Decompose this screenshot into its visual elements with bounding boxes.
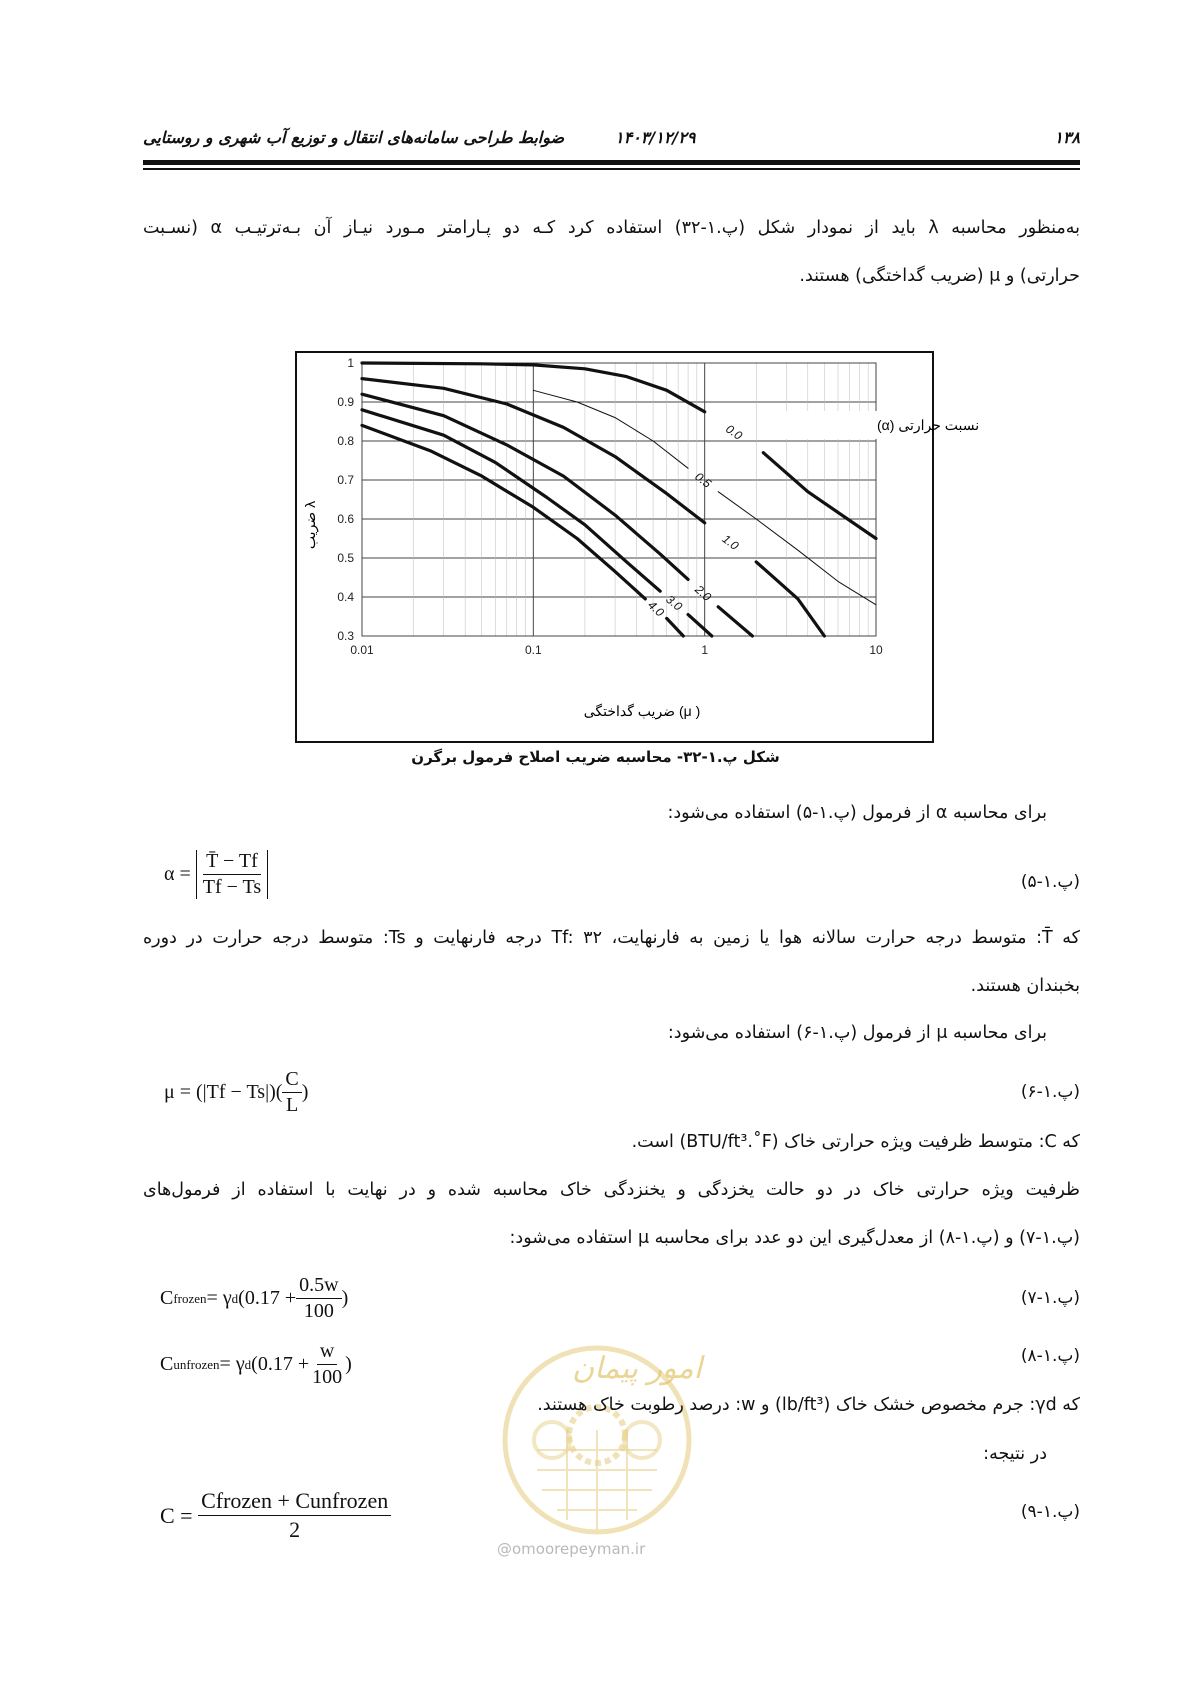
equation-6: [164, 1068, 308, 1117]
eq7-mid-sub: d: [231, 1290, 239, 1306]
eq5-numerator: T̄ − Tf: [203, 850, 261, 875]
eq5-denominator: Tf − Ts: [202, 876, 262, 898]
eq6-lhs: μ = (|Tf − Ts|)(: [164, 1081, 283, 1103]
curve-label-2.0: 2.0: [692, 582, 715, 604]
figure-caption: شکل پ.۱-۳۲- محاسبه ضریب اصلاح فرمول برگرن: [411, 748, 780, 766]
curve-alpha-2.0: [362, 394, 688, 579]
eq6-tail: ): [301, 1081, 309, 1103]
eq7-numerator: 0.5w: [296, 1274, 341, 1299]
eq9-denominator: 2: [289, 1517, 301, 1542]
eq7-number: (پ.۱-۷): [1020, 1288, 1080, 1308]
x-tick-label: 0.1: [524, 643, 542, 657]
watermark-brand: امور پیمان: [572, 1351, 702, 1386]
plot-border: [362, 363, 876, 636]
intro-line-1: به‌منظور محاسبه λ باید از نمودار شکل (پ.۱-۳۲) استفاده کرد کـه دو پـارامتر مـورد نیـاز آن بـه‌ترتیـب α (نسـبت: [143, 218, 1080, 238]
c-paragraph-1: ظرفیت ویژه حرارتی خاک در دو حالت یخزدگی و یخنزدگی خاک محاسبه شده و در نهایت با استفاده از فرمول‌های: [143, 1180, 1080, 1200]
legend-backdrop: [767, 411, 882, 439]
eq5-lhs: α =: [164, 863, 191, 885]
y-tick-label: 0.5: [337, 551, 354, 565]
header-title: ضوابط طراحی سامانه‌های انتقال و توزیع آب شهری و روستایی: [143, 128, 565, 147]
curve-label-4.0: 4.0: [645, 597, 667, 620]
eq6-numerator: C: [282, 1068, 301, 1093]
x-tick-label: 0.01: [350, 643, 374, 657]
eq6-denominator: L: [285, 1094, 299, 1116]
figure-frame: [295, 351, 980, 743]
x-axis-label: ( μ) ضریب گداختگی: [583, 703, 701, 719]
y-tick-label: 0.7: [337, 473, 354, 487]
header-rule-thin: [143, 168, 1080, 170]
y-axis-label: λ ضریب: [302, 500, 318, 550]
equation-5: [164, 850, 268, 899]
c-definition: که C: متوسط ظرفیت ویژه حرارتی خاک (BTU/ft³.˚F) است.: [631, 1132, 1080, 1152]
equation-9: [160, 1488, 391, 1543]
alpha-definition-2: بخبندان هستند.: [970, 976, 1080, 996]
eq7-denominator: 100: [303, 1300, 334, 1322]
legend-title: نسبت حرارتی (α): [877, 417, 980, 433]
eq8-number: (پ.۱-۸): [1020, 1346, 1080, 1366]
eq8-denominator: 100: [312, 1366, 343, 1388]
eq7-open: (0.17 +: [238, 1287, 297, 1309]
watermark-site: @omoorepeyman.ir: [497, 1540, 646, 1558]
eq7-mid: = γ: [206, 1287, 232, 1309]
eq8-mid: = γ: [219, 1353, 245, 1375]
y-tick-labels: [337, 356, 354, 643]
mu-intro: برای محاسبه μ از فرمول (پ.۱-۶) استفاده می‌شود:: [667, 1023, 1047, 1043]
equation-8: [160, 1340, 352, 1389]
curve-alpha-1.0-tail: [756, 562, 824, 636]
eq9-numerator: Cfrozen + Cunfrozen: [198, 1488, 391, 1516]
y-tick-label: 0.8: [337, 434, 354, 448]
curve-alpha-3.0: [362, 410, 660, 591]
eq8-lhs: C: [160, 1353, 174, 1375]
eq9-lhs: C =: [160, 1502, 193, 1528]
page-number: ۱۳۸: [1054, 128, 1080, 147]
eq7-lhs: C: [160, 1287, 174, 1309]
eq6-number: (پ.۱-۶): [1020, 1082, 1080, 1102]
header-date: ۱۴۰۳/۱۲/۲۹: [615, 128, 696, 147]
y-tick-label: 1: [347, 356, 354, 370]
y-tick-label: 0.4: [337, 590, 354, 604]
chart-curves: [362, 363, 876, 636]
eq5-abs: [196, 850, 268, 899]
result-label: در نتیجه:: [983, 1444, 1047, 1464]
eq9-number: (پ.۱-۹): [1020, 1502, 1080, 1522]
eq8-open: (0.17 +: [251, 1353, 310, 1375]
eq7-tail: ): [341, 1287, 349, 1309]
intro-line-2: حرارتی) و μ (ضریب گداختگی) هستند.: [799, 266, 1080, 286]
curve-alpha-2.0-tail: [718, 607, 752, 636]
eq8-lhs-sub: unfrozen: [173, 1356, 220, 1372]
eq7-lhs-sub: frozen: [173, 1290, 207, 1306]
curve-alpha-3.0-tail: [688, 615, 712, 636]
gamma-definition: که γd: جرم مخصوص خشک خاک (lb/ft³) و w: درصد رطوبت خاک هستند.: [537, 1395, 1080, 1415]
eq5-number: (پ.۱-۵): [1020, 872, 1080, 892]
curve-label-3.0: 3.0: [663, 592, 686, 614]
curve-label-1.0: 1.0: [719, 531, 742, 553]
chart-grid: [362, 363, 876, 636]
x-tick-labels: [350, 643, 883, 657]
curve-alpha-0.0-tail: [763, 453, 876, 539]
watermark-logo: [487, 1330, 707, 1540]
curve-alpha-4.0-tail: [667, 618, 684, 636]
y-tick-label: 0.3: [337, 629, 354, 643]
alpha-definition-1: که T̄: متوسط درجه حرارت سالانه هوا یا زمین به فارنهایت، Tf: ۳۲ درجه فارنهایت و Ts: متوسط درجه حرارت در دوره: [143, 928, 1080, 948]
lambda-chart: [297, 353, 980, 741]
c-paragraph-2: (پ.۱-۷) و (پ.۱-۸) از معدل‌گیری این دو عدد برای محاسبه μ استفاده می‌شود:: [509, 1228, 1080, 1248]
y-tick-label: 0.9: [337, 395, 354, 409]
equation-7: [160, 1274, 348, 1323]
curve-alpha-0.5-tail: [718, 492, 876, 605]
header-rule: [143, 160, 1080, 165]
eq8-mid-sub: d: [244, 1356, 252, 1372]
alpha-intro: برای محاسبه α از فرمول (پ.۱-۵) استفاده می‌شود:: [667, 803, 1047, 823]
eq8-tail: ): [345, 1353, 352, 1375]
curve-label-0.0: 0.0: [723, 421, 745, 443]
eq8-numerator: w: [317, 1340, 337, 1365]
curve-label-0.5: 0.5: [692, 469, 715, 491]
y-tick-label: 0.6: [337, 512, 354, 526]
x-tick-label: 1: [701, 643, 709, 657]
x-tick-label: 10: [869, 643, 883, 657]
